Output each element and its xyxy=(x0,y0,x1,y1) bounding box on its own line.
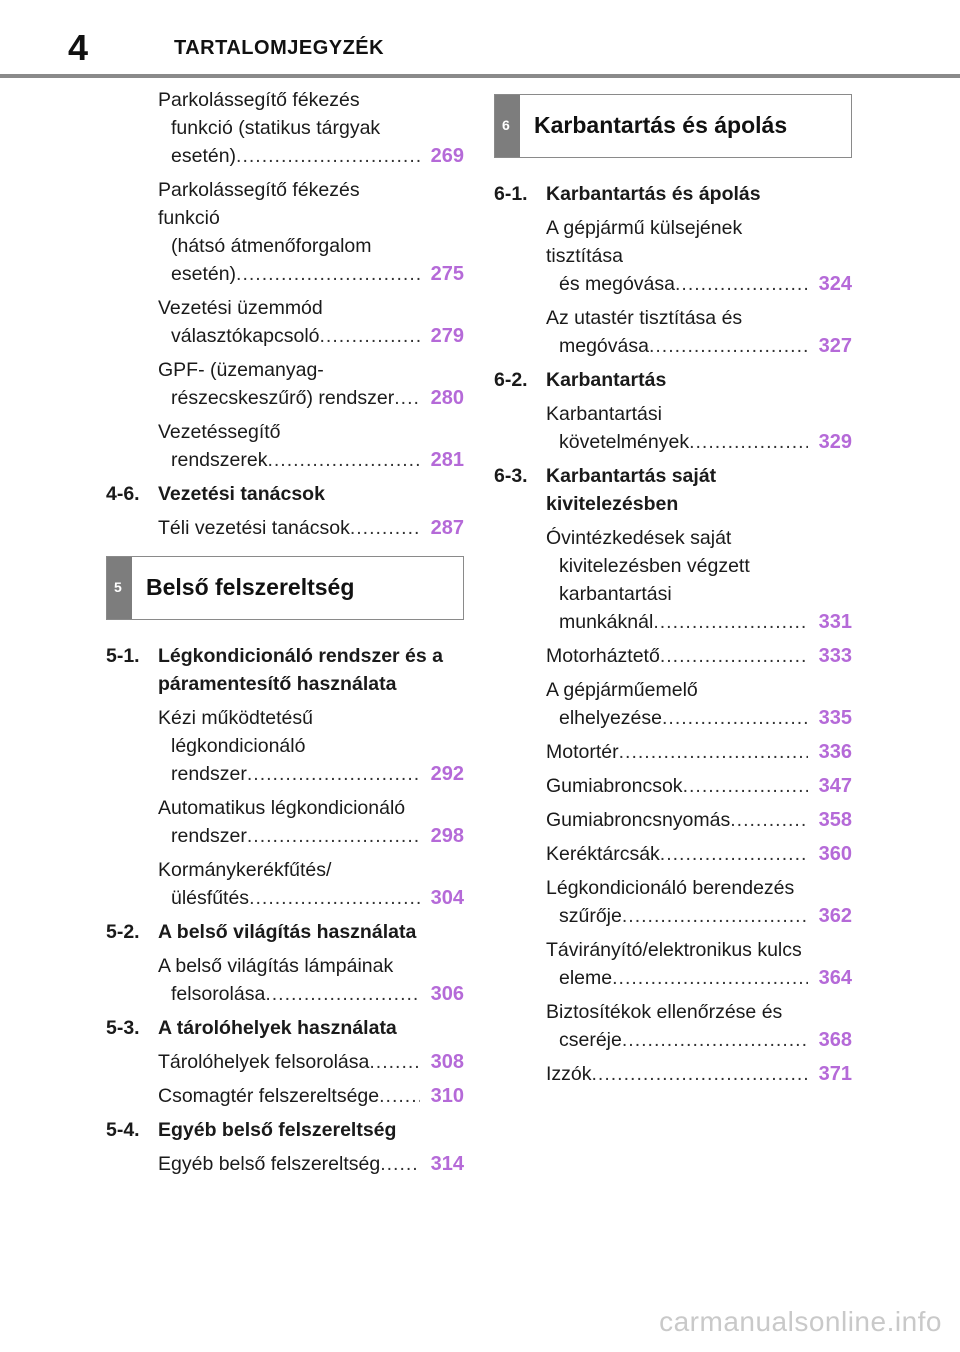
toc-entry[interactable] xyxy=(106,794,464,850)
toc-entry-last-line xyxy=(546,772,808,800)
toc-entry-text: Motortér xyxy=(546,741,619,763)
page-link[interactable]: 310 xyxy=(430,1085,464,1107)
toc-entry-last-line xyxy=(546,270,808,298)
toc-entry-text: Keréktárcsák xyxy=(546,843,660,865)
toc-entry-last-line xyxy=(546,738,808,766)
toc-entry[interactable] xyxy=(494,642,852,670)
page-link[interactable]: 335 xyxy=(818,707,852,729)
section-title: Karbantartás saját kivitelezésben xyxy=(546,465,717,515)
toc-entry[interactable] xyxy=(494,738,852,766)
dot-leader xyxy=(622,1026,808,1054)
toc-entry[interactable] xyxy=(494,524,852,636)
toc-entry-text: GPF- (üzemanyag- xyxy=(158,359,324,381)
section-number: 5-4. xyxy=(106,1119,140,1141)
page-link[interactable]: 306 xyxy=(430,983,464,1005)
toc-entry-text: Izzók xyxy=(546,1063,592,1085)
chapter-title: Karbantartás és ápolás xyxy=(534,112,788,138)
chapter-number: 6 xyxy=(502,117,510,133)
toc-entry[interactable] xyxy=(494,840,852,868)
dot-leader xyxy=(320,322,421,350)
page-number: 4 xyxy=(68,27,89,68)
page-link[interactable]: 347 xyxy=(818,775,852,797)
toc-entry-last-line xyxy=(158,980,420,1008)
section-heading xyxy=(106,918,464,946)
dot-leader xyxy=(653,608,808,636)
section-number: 6-1. xyxy=(494,183,528,205)
toc-entry-last-line xyxy=(546,840,808,868)
toc-entry[interactable] xyxy=(106,514,464,542)
toc-entry[interactable] xyxy=(494,214,852,298)
section-heading xyxy=(106,642,464,698)
dot-leader xyxy=(660,840,808,868)
page-header xyxy=(0,0,960,80)
chapter-tab xyxy=(107,557,132,619)
toc-entry-text: Parkolássegítő fékezés xyxy=(158,89,360,111)
chapter-heading xyxy=(106,556,464,620)
toc-entry-text: esetén) xyxy=(171,145,237,167)
toc-entry-last-line xyxy=(158,1082,420,1110)
dot-leader xyxy=(265,980,420,1008)
dot-leader xyxy=(649,332,808,360)
section-title: Karbantartás és ápolás xyxy=(546,183,761,205)
toc-entry[interactable] xyxy=(106,1082,464,1110)
page-link[interactable]: 364 xyxy=(818,967,852,989)
toc-entry-text: választókapcsoló xyxy=(171,325,320,347)
page-link[interactable]: 327 xyxy=(818,335,852,357)
toc-entry[interactable] xyxy=(494,400,852,456)
page-link[interactable]: 371 xyxy=(818,1063,852,1085)
page-link[interactable]: 281 xyxy=(430,449,464,471)
toc-entry-last-line xyxy=(546,806,808,834)
section-title: A belső világítás használata xyxy=(158,921,417,943)
chapter-tab xyxy=(495,95,520,157)
toc-right-column xyxy=(494,86,852,1094)
page-link[interactable]: 314 xyxy=(430,1153,464,1175)
toc-entry-text: eleme xyxy=(559,967,613,989)
toc-entry[interactable] xyxy=(106,294,464,350)
section-heading xyxy=(494,180,852,208)
toc-entry-last-line xyxy=(546,642,808,670)
section-number: 5-3. xyxy=(106,1017,140,1039)
dot-leader xyxy=(662,704,808,732)
toc-entry-text: Biztosítékok ellenőrzése és xyxy=(546,1001,783,1023)
dot-leader xyxy=(394,384,420,412)
section-number: 6-3. xyxy=(494,465,528,487)
toc-entry-last-line xyxy=(158,384,420,412)
page-link[interactable]: 331 xyxy=(818,611,852,633)
section-title: Vezetési tanácsok xyxy=(158,483,325,505)
section-number: 5-2. xyxy=(106,921,140,943)
toc-entry-text: rendszer xyxy=(171,825,247,847)
toc-entry-last-line xyxy=(158,260,420,288)
watermark: carmanualsonline.info xyxy=(659,1306,942,1337)
page-link[interactable]: 292 xyxy=(430,763,464,785)
dot-leader xyxy=(592,1060,808,1088)
toc-entry-text: Vezetéssegítő xyxy=(158,421,281,443)
toc-entry[interactable] xyxy=(494,998,852,1054)
page-link[interactable]: 304 xyxy=(430,887,464,909)
toc-entry-text: elhelyezése xyxy=(559,707,662,729)
toc-entry-text: szűrője xyxy=(559,905,622,927)
toc-entry-text: Parkolássegítő fékezés funkció xyxy=(158,179,360,229)
dot-leader xyxy=(675,270,808,298)
toc-entry-text: követelmények xyxy=(559,431,690,453)
dot-leader xyxy=(619,738,808,766)
toc-entry-text: Gumiabroncsok xyxy=(546,775,683,797)
section-heading xyxy=(106,480,464,508)
toc-entry-text: munkáknál xyxy=(559,611,654,633)
page-link[interactable]: 362 xyxy=(818,905,852,927)
dot-leader xyxy=(369,1048,420,1076)
page-link[interactable]: 324 xyxy=(818,273,852,295)
toc-entry-last-line xyxy=(158,1048,420,1076)
toc-entry-text: megóvása xyxy=(559,335,649,357)
toc-entry-text: esetén) xyxy=(171,263,237,285)
toc-entry[interactable] xyxy=(106,86,464,170)
toc-entry[interactable] xyxy=(106,418,464,474)
dot-leader xyxy=(236,260,420,288)
toc-entry-last-line xyxy=(546,1026,808,1054)
toc-entry-text: rendszer xyxy=(171,763,247,785)
toc-left-column xyxy=(106,86,464,1184)
toc-entry-text: rendszerek xyxy=(171,449,268,471)
dot-leader xyxy=(730,806,808,834)
toc-entry-text: Vezetési üzemmód xyxy=(158,297,323,319)
toc-entry-last-line xyxy=(546,428,808,456)
toc-entry-text: (hátsó átmenőforgalom xyxy=(171,235,372,257)
section-number: 6-2. xyxy=(494,369,528,391)
section-title: Egyéb belső felszereltség xyxy=(158,1119,397,1141)
section-heading xyxy=(106,1014,464,1042)
section-number: 4-6. xyxy=(106,483,140,505)
toc-entry-last-line xyxy=(546,704,808,732)
page-title: TARTALOMJEGYZÉK xyxy=(174,37,385,59)
toc-entry-text: Távirányító/elektronikus kulcs xyxy=(546,939,802,961)
page-link[interactable]: 333 xyxy=(818,645,852,667)
section-heading xyxy=(494,462,852,518)
section-title: A tárolóhelyek használata xyxy=(158,1017,397,1039)
section-title: Karbantartás xyxy=(546,369,667,391)
page-link[interactable]: 329 xyxy=(818,431,852,453)
dot-leader xyxy=(622,902,808,930)
toc-entry-last-line xyxy=(546,964,808,992)
toc-entry[interactable] xyxy=(106,1150,464,1178)
toc-entry-last-line xyxy=(158,760,420,788)
toc-entry-text: Légkondicionáló berendezés xyxy=(546,877,795,899)
toc-entry-text: Csomagtér felszereltsége xyxy=(158,1085,380,1107)
dot-leader xyxy=(247,822,420,850)
dot-leader xyxy=(249,884,420,912)
toc-entry-text: Kézi működtetésű xyxy=(158,707,314,729)
toc-entry[interactable] xyxy=(494,304,852,360)
toc-entry-text: Tárolóhelyek felsorolása xyxy=(158,1051,370,1073)
toc-entry-text: A gépjárműemelő xyxy=(546,679,698,701)
toc-entry[interactable] xyxy=(106,1048,464,1076)
toc-entry[interactable] xyxy=(494,936,852,992)
header-divider xyxy=(0,74,960,78)
page-link[interactable]: 280 xyxy=(430,387,464,409)
page-link[interactable]: 287 xyxy=(430,517,464,539)
toc-entry[interactable] xyxy=(106,356,464,412)
toc-entry-text: karbantartási xyxy=(559,583,672,605)
toc-entry-text: Automatikus légkondicionáló xyxy=(158,797,406,819)
dot-leader xyxy=(689,428,808,456)
toc-entry[interactable] xyxy=(106,176,464,288)
toc-entry[interactable] xyxy=(106,856,464,912)
page-link[interactable]: 336 xyxy=(818,741,852,763)
section-number: 5-1. xyxy=(106,645,140,667)
toc-entry[interactable] xyxy=(494,772,852,800)
toc-entry-text: Óvintézkedések saját xyxy=(546,527,732,549)
toc-entry-text: kivitelezésben végzett xyxy=(559,555,750,577)
page-link[interactable]: 368 xyxy=(818,1029,852,1051)
toc-entry-text: Az utastér tisztítása és xyxy=(546,307,743,329)
page-link[interactable]: 298 xyxy=(430,825,464,847)
toc-entry[interactable] xyxy=(106,952,464,1008)
dot-leader xyxy=(660,642,808,670)
dot-leader xyxy=(683,772,808,800)
page-link[interactable]: 360 xyxy=(818,843,852,865)
toc-entry-last-line xyxy=(546,608,808,636)
toc-entry-last-line xyxy=(158,1150,420,1178)
section-heading xyxy=(494,366,852,394)
toc-entry-text: funkció (statikus tárgyak xyxy=(171,117,381,139)
toc-entry-last-line xyxy=(158,822,420,850)
toc-entry[interactable] xyxy=(494,806,852,834)
chapter-number: 5 xyxy=(114,579,122,595)
page-link[interactable]: 269 xyxy=(430,145,464,167)
toc-entry-last-line xyxy=(158,446,420,474)
dot-leader xyxy=(379,1082,420,1110)
toc-entry-last-line xyxy=(158,884,420,912)
toc-entry[interactable] xyxy=(106,704,464,788)
toc-entry-text: Motorháztető xyxy=(546,645,660,667)
toc-entry-last-line xyxy=(158,514,420,542)
toc-entry-text: Kormánykerékfűtés/ xyxy=(158,859,332,881)
toc-entry-text: ülésfűtés xyxy=(171,887,250,909)
section-heading xyxy=(106,1116,464,1144)
chapter-heading xyxy=(494,94,852,158)
dot-leader xyxy=(380,1150,420,1178)
section-title: Légkondicionáló rendszer és a páramentesítő használata xyxy=(158,645,443,695)
page-link[interactable]: 358 xyxy=(818,809,852,831)
dot-leader xyxy=(612,964,808,992)
chapter-title: Belső felszereltség xyxy=(146,574,355,600)
toc-entry-last-line xyxy=(546,1060,808,1088)
toc-entry-text: Gumiabroncsnyomás xyxy=(546,809,731,831)
toc-entry-last-line xyxy=(158,322,420,350)
toc-entry-text: részecskeszűrő) rendszer xyxy=(171,387,395,409)
toc-entry[interactable] xyxy=(494,676,852,732)
toc-entry-text: légkondicionáló xyxy=(171,735,306,757)
toc-entry-text: Karbantartási xyxy=(546,403,662,425)
toc-entry-last-line xyxy=(546,902,808,930)
toc-entry-text: felsorolása xyxy=(171,983,266,1005)
page-link[interactable]: 275 xyxy=(430,263,464,285)
toc-entry-text: Téli vezetési tanácsok xyxy=(158,517,350,539)
dot-leader xyxy=(350,514,420,542)
toc-entry-last-line xyxy=(546,332,808,360)
dot-leader xyxy=(267,446,420,474)
toc-entry[interactable] xyxy=(494,1060,852,1088)
dot-leader xyxy=(236,142,420,170)
toc-entry-text: Egyéb belső felszereltség xyxy=(158,1153,381,1175)
toc-entry-text: és megóvása xyxy=(559,273,675,295)
toc-entry[interactable] xyxy=(494,874,852,930)
page-link[interactable]: 279 xyxy=(430,325,464,347)
page-link[interactable]: 308 xyxy=(430,1051,464,1073)
toc-entry-text: A belső világítás lámpáinak xyxy=(158,955,394,977)
dot-leader xyxy=(247,760,420,788)
toc-entry-text: A gépjármű külsejének tisztítása xyxy=(546,217,743,267)
toc-entry-last-line xyxy=(158,142,420,170)
toc-entry-text: cseréje xyxy=(559,1029,622,1051)
